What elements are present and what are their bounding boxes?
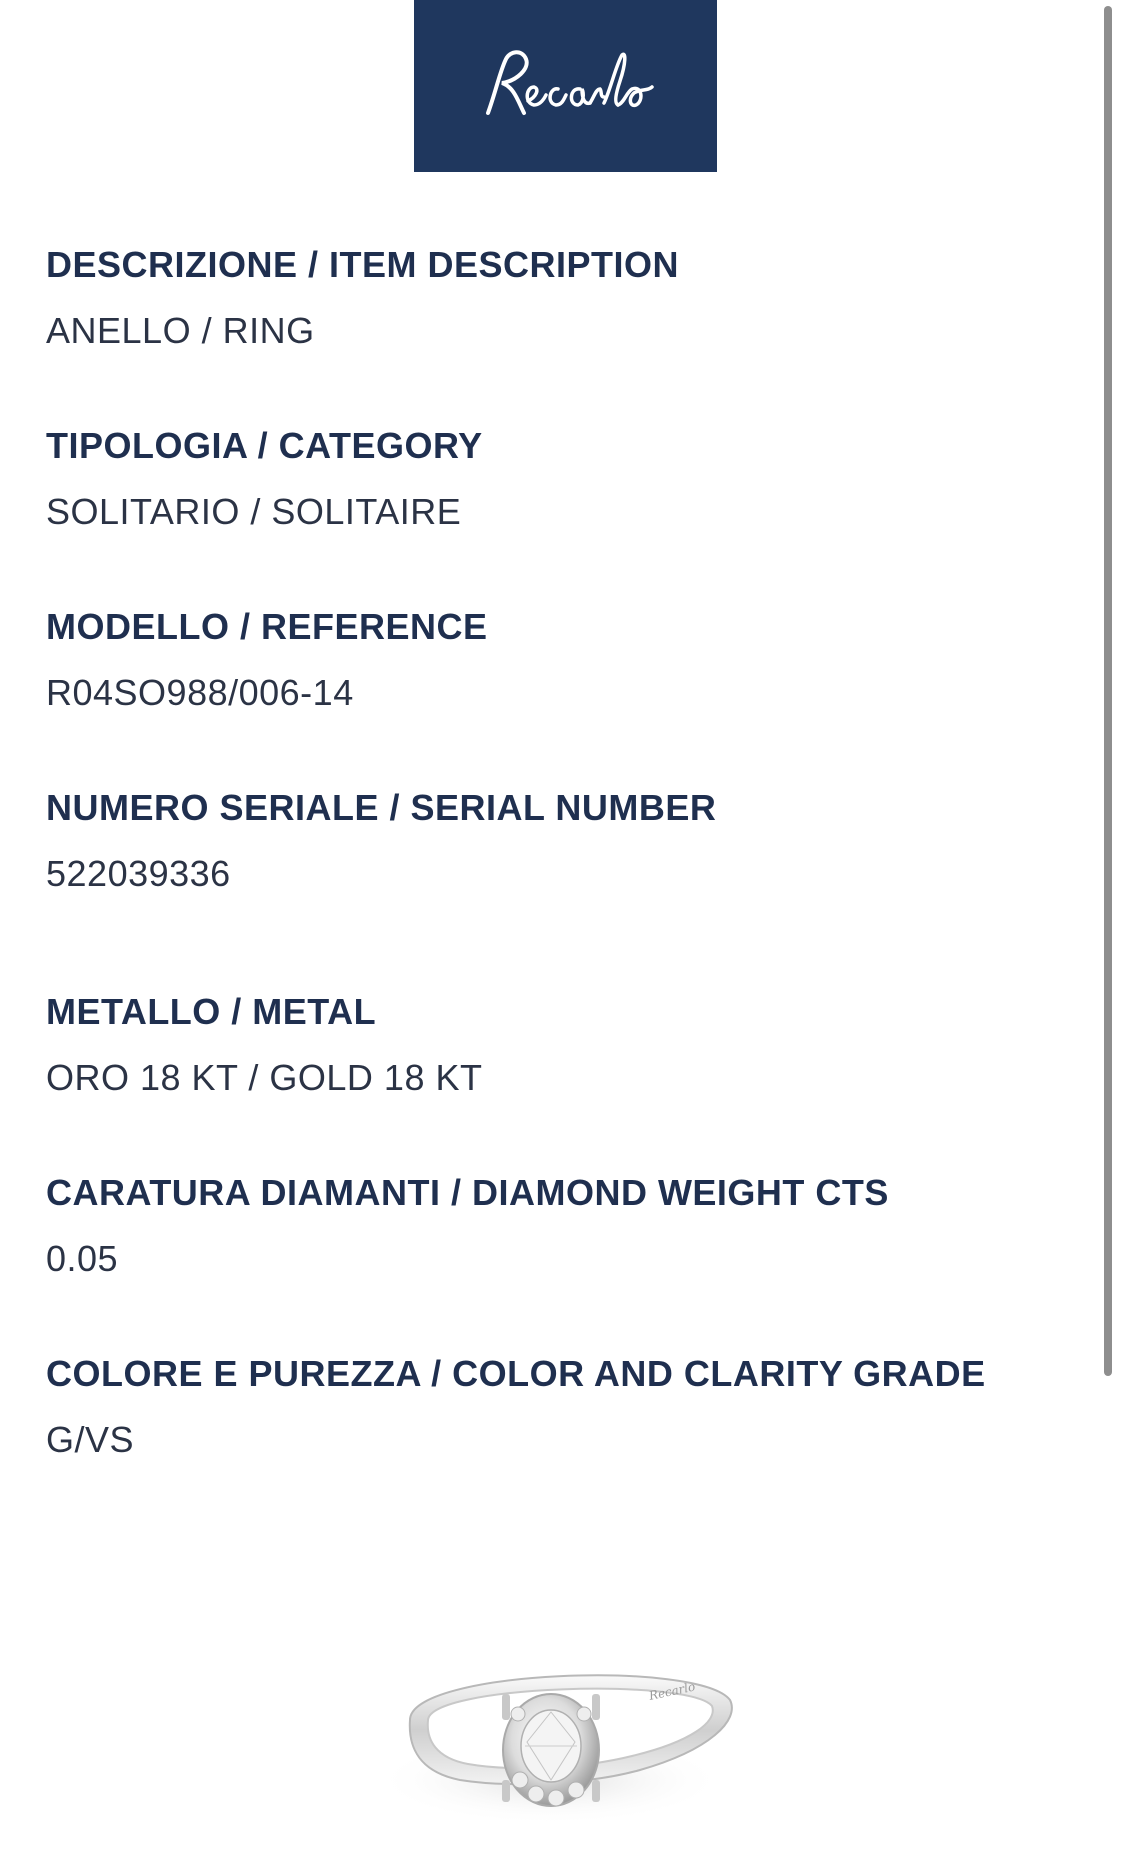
field-label: TIPOLOGIA / CATEGORY [46,425,483,466]
field-label: MODELLO / REFERENCE [46,606,488,647]
field-label: DESCRIZIONE / ITEM DESCRIPTION [46,244,680,285]
field-value: SOLITARIO / SOLITAIRE [46,491,462,532]
field-serial-number [46,787,1046,895]
field-label: COLORE E PUREZZA / COLOR AND CLARITY GRADE [46,1353,986,1394]
field-label: METALLO / METAL [46,991,377,1032]
field-value: ANELLO / RING [46,310,315,351]
field-metal [46,991,1046,1099]
solitaire-ring-image [370,1630,750,1830]
recarlo-logo-icon [466,41,666,131]
field-value: 0.05 [46,1238,119,1279]
field-label: NUMERO SERIALE / SERIAL NUMBER [46,787,717,828]
field-label: CARATURA DIAMANTI / DIAMOND WEIGHT CTS [46,1172,889,1213]
field-color-clarity [46,1353,1046,1461]
field-value: G/VS [46,1419,135,1460]
field-item-description [46,244,1046,352]
field-value: ORO 18 KT / GOLD 18 KT [46,1057,483,1098]
field-category [46,425,1046,533]
svg-text:Recarlo: Recarlo [647,1679,697,1703]
field-value: 522039336 [46,853,231,894]
vertical-scrollbar[interactable] [1104,6,1112,1376]
brand-logo [414,0,717,172]
field-diamond-weight [46,1172,1046,1280]
field-reference [46,606,1046,714]
field-value: R04SO988/006-14 [46,672,354,713]
